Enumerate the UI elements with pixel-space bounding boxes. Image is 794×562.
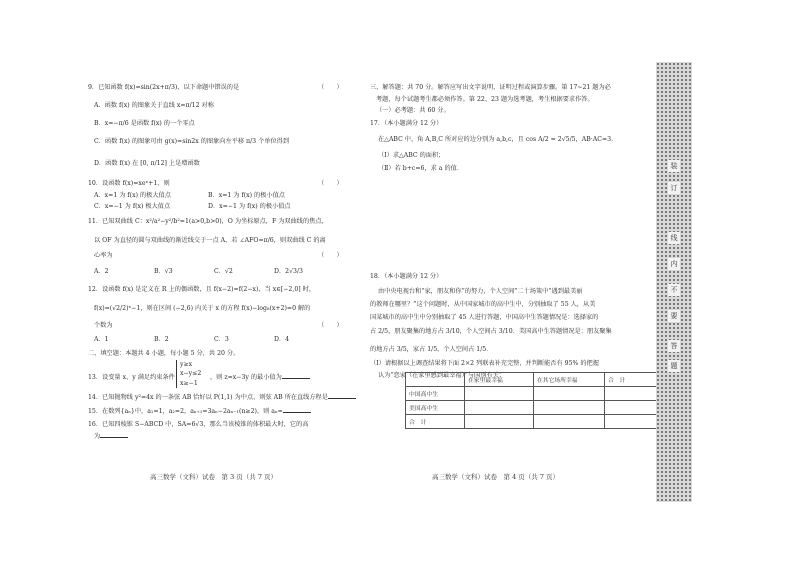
table-cell <box>534 401 605 415</box>
q11-option-c: C．√2 <box>214 268 233 275</box>
q18-line2: 的教师在哪里？”这个问题时，从中国家城市的高中生中，分别抽取了 55 人，从美 <box>370 301 596 308</box>
table-header-row <box>406 373 662 387</box>
q12-option-b: B．2 <box>154 336 169 343</box>
q12-option-c: C．3 <box>214 336 229 343</box>
q9-paren: （ ） <box>318 84 343 91</box>
q10-option-c: C．x=−1 为 f(x) 极大值点 <box>94 203 171 210</box>
q9-option-b: B．x=−π/6 是函数 f(x) 的一个零点 <box>94 120 195 127</box>
q17-sub1: （Ⅰ）求△ABC 的面积； <box>378 152 445 159</box>
table-header-cell: 在家里最幸福 <box>465 373 534 387</box>
q13-constraints <box>176 360 201 388</box>
binding-label: 答 <box>668 340 680 352</box>
table-cell <box>605 387 662 401</box>
q14-text: 14．已知抛物线 y²=4x 的一条弦 AB 恰好以 P(1,1) 为中点，则弦 AB 所在直线方程是 <box>88 394 356 402</box>
q15-text: 15．在数列{aₙ}中，a₁=1，a₂=2，aₙ₊₁=3aₙ−2aₙ₋₁(n≥2)，则 aₙ= <box>88 408 311 416</box>
q9-option-c: C．函数 f(x) 的图象可由 g(x)=sin2x 的图象向左平移 π/3 个单位得到 <box>94 138 290 145</box>
binding-label: 不 <box>668 284 680 296</box>
table-row-label: 合 计 <box>406 415 465 429</box>
q16-line2: 为 <box>94 433 128 441</box>
q18-header: 18．（本小题满分 12 分） <box>370 273 443 280</box>
q10-paren: （ ） <box>318 180 343 187</box>
q12-option-d: D．4 <box>274 336 290 343</box>
q18-line1: 由中央电视台和“家，朋友和你”的努力，个人空间”二十场策中“遇到最美丽 <box>378 288 583 295</box>
q18-line6: （Ⅰ）请根据以上调查结果将下面 2×2 列联表补充完整，并判断能否有 95% 的把握 <box>370 360 599 367</box>
binding-label: 题 <box>668 360 680 372</box>
binding-strip <box>656 62 692 502</box>
q11-line2: 以 OF 为直径的圆与双曲线的渐近线交于一点 A，若 ∠AFO=π/6，则双曲线 C 的离 <box>94 237 326 244</box>
q15-answer-blank <box>283 412 311 413</box>
q18-line5: 的地方占 3/5，家占 1/5，个人空间占 1/5． <box>370 346 493 353</box>
table-row-label: 中国高中生 <box>406 387 465 401</box>
binding-label: 订 <box>668 182 680 194</box>
q10-option-b: B．x=1 为 f(x) 的极小值点 <box>208 192 285 199</box>
q16-answer-blank <box>100 437 128 438</box>
q11-option-b: B．√3 <box>154 268 173 275</box>
q13-answer-blank <box>282 378 310 379</box>
table-cell <box>465 401 534 415</box>
q17-sub2: （Ⅱ）若 b+c=6，求 a 的值． <box>378 165 464 172</box>
q13-cond3: x≥−1 <box>180 379 198 387</box>
left-page-footer: 高三数学（文科）试卷 第 3 页（共 7 页） <box>150 473 278 481</box>
q10-option-a: A．x=1 为 f(x) 的极大值点 <box>94 192 171 199</box>
q13-cond2: x−y≤2 <box>180 370 202 378</box>
q18-line3: 国某城市的高中生中分别抽取了 45 人进行答题，中国高中生答题情况是：选择家的 <box>370 314 599 321</box>
q18-line4: 占 2/5，朋友聚集的地方占 3/10，个人空间占 3/10．美国高中生答题情况是：朋友聚集 <box>370 328 612 335</box>
q13-text: 13．设变量 x、y 满足约束条件 <box>88 374 175 381</box>
table-header-cell: 合 计 <box>605 373 662 387</box>
table-cell <box>605 401 662 415</box>
table-row <box>406 415 662 429</box>
q10-stem: 10．设函数 f(x)=xeˣ+1，则 <box>88 180 170 187</box>
q18-line7: 认为“恋家（在家里感到最幸福）”与国别有关； <box>378 372 505 379</box>
q9-stem: 9．已知函数 f(x)=sin(2x+π/3)，以下命题中错误的是 <box>88 84 240 91</box>
q9-option-d: D．函数 f(x) 在 [0, π/12] 上是增函数 <box>94 160 200 167</box>
section3-line3: （一）必考题：共 60 分。 <box>376 107 450 114</box>
binding-label: 装 <box>668 160 680 172</box>
q12-line2: f(x)=(√2/2)ˣ−1，则在区间 (−2,6) 内关于 x 的方程 f(x)−log₈(x+2)=0 解的 <box>94 305 311 312</box>
binding-label: 线 <box>668 232 680 244</box>
table-cell <box>534 387 605 401</box>
right-page-footer: 高三数学（文科）试卷 第 4 页（共 7 页） <box>432 473 560 481</box>
table-cell <box>605 415 662 429</box>
q13-tail: ，则 z=x−3y 的最小值为 <box>210 374 310 382</box>
table-cell <box>534 415 605 429</box>
q11-option-a: A．2 <box>94 268 109 275</box>
binding-label: 要 <box>668 310 680 322</box>
table-row <box>406 387 662 401</box>
q11-paren: （ ） <box>318 252 343 259</box>
table-header-cell: 在其它场所幸福 <box>534 373 605 387</box>
table-row <box>406 401 662 415</box>
q12-paren: （ ） <box>318 322 343 329</box>
q9-option-a: A．函数 f(x) 的图象关于直线 x=π/12 对称 <box>94 102 214 109</box>
q12-option-a: A．1 <box>94 336 109 343</box>
q11-line3: 心率为 <box>94 252 113 259</box>
section2-heading: 二、填空题：本题共 4 小题，每小题 5 分，共 20 分。 <box>88 350 240 357</box>
binding-label: 内 <box>668 258 680 270</box>
q17-line1: 在△ABC 中，角 A,B,C 所对应的边分别为 a,b,c，且 cos A/2 = 2√5/5，AB·AC=3． <box>378 136 618 143</box>
q10-option-d: D．x=−1 为 f(x) 的极小值点 <box>208 203 291 210</box>
q16-line1: 16．已知四棱锥 S−ABCD 中，SA=6√3，那么当该棱锥的体积最大时，它的高 <box>88 421 309 428</box>
q12-line1: 12．设函数 f(x) 是定义在 R 上的偶函数，且 f(x−2)=f(2−x)，当 x∈[−2,0] 时， <box>88 286 316 293</box>
table-cell <box>465 387 534 401</box>
section3-line2: 考题，每个试题考生都必须作答。第 22、23 题为选考题，考生根据要求作答。 <box>376 96 594 103</box>
q12-line3: 个数为 <box>94 322 113 329</box>
table-header-cell <box>406 373 465 387</box>
q11-option-d: D．2√3/3 <box>274 268 303 275</box>
q11-line1: 11．已知双曲线 C：x²/a²−y²/b²=1(a>0,b>0)，O 为坐标原点，F 为双曲线的焦点， <box>88 218 328 225</box>
contingency-table <box>405 372 662 429</box>
q14-answer-blank <box>328 398 356 399</box>
section3-line1: 三、解答题：共 70 分。解答应写出文字说明、证明过程或演算步骤。第 17~21 题为必 <box>370 84 611 91</box>
table-row-label: 美国高中生 <box>406 401 465 415</box>
q17-header: 17．（本小题满分 12 分） <box>370 120 443 127</box>
table-cell <box>465 415 534 429</box>
q13-cond1: y≥x <box>180 361 193 368</box>
